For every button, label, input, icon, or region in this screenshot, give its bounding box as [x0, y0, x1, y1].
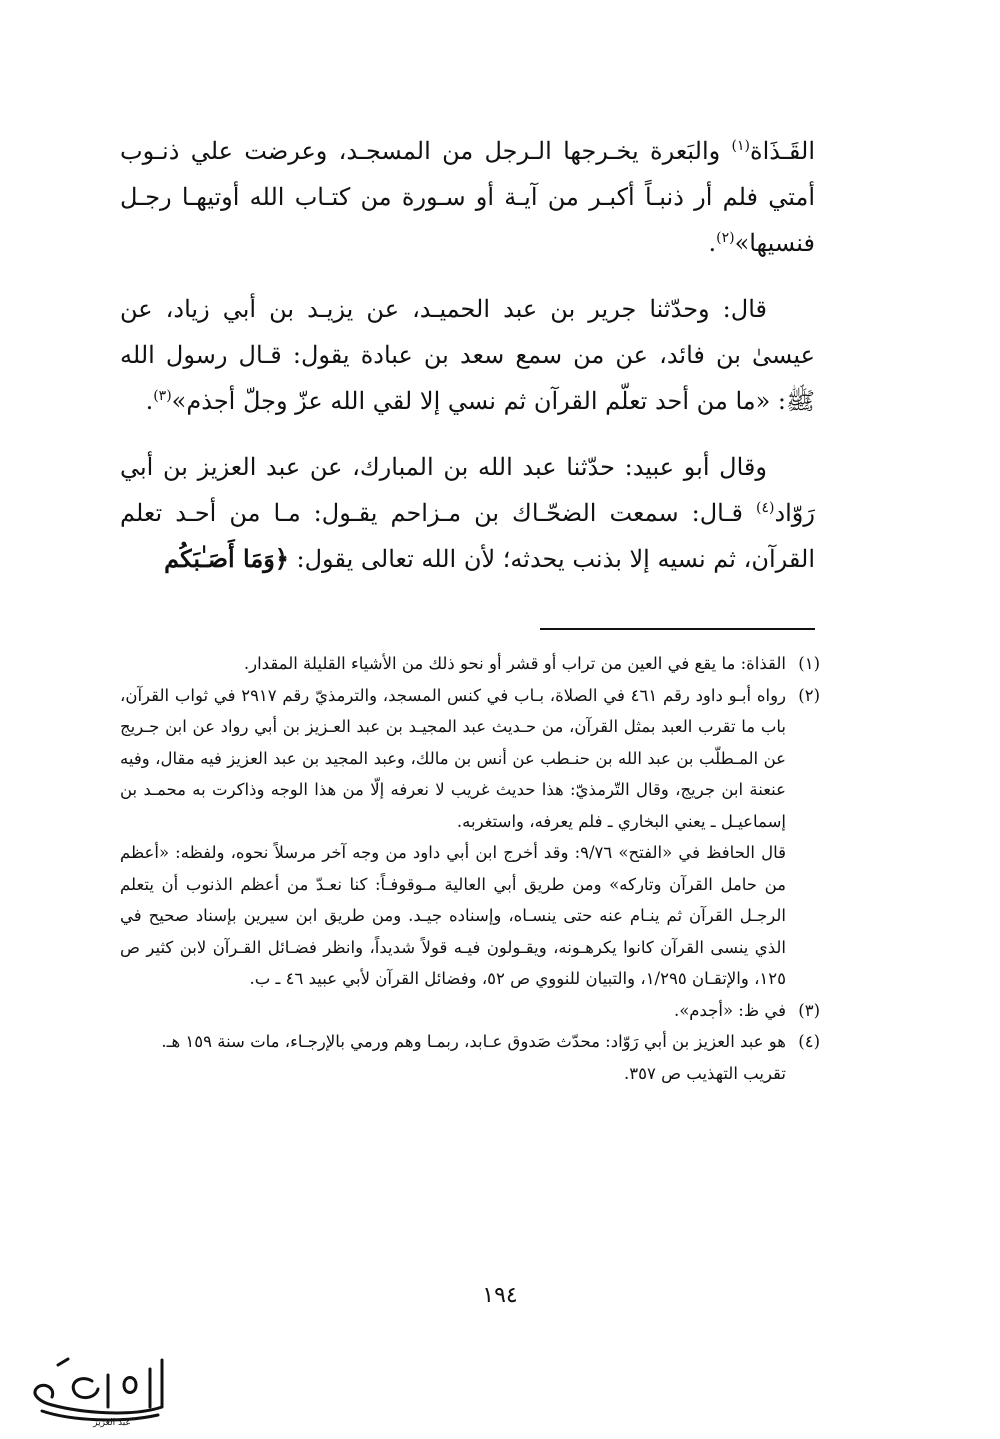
footnote-ref-1: (١) [731, 138, 750, 154]
footnote-continuation: تقريب التهذيب ص ٣٥٧. [623, 1063, 786, 1083]
page-number: ١٩٤ [482, 1283, 518, 1308]
footnote-text: القذاة: ما يقع في العين من تراب أو قشر أو نحو ذلك من الأشياء القليلة المقدار. [243, 654, 786, 673]
footnote-separator [540, 628, 815, 630]
footnote-ref-2: (٢) [716, 230, 735, 246]
paragraph-1-end: . [708, 229, 717, 257]
footnote-2 [120, 680, 820, 995]
quran-quote: ﴿وَمَا أَصَـٰبَكُم [164, 544, 289, 573]
footnote-continuation: قال الحافظ في «الفتح» ٩/٧٦: وقد أخرج ابن أبي داود من وجه آخر مرسلاً نحوه، ولفظه: «أعظم من حامل القرآن وتاركه» ومن طريق أبي العالية مـوقوفـاً: كنا نعـدّ من أعظم الذنوب أن يتعلم الرجـل القرآن ثم ينـام عنه حتى ينسـاه، وإسناده جيـد. ومن طريق ابن سيرين بإسناد صحيح في الذي ينسى القرآن كانوا يكرهـونه، ويقـولون فيـه قولاً شديداً، وانظر فضـائل القـرآن لابن كثير ص ١٢٥، والإتقـان ١/٢٩٥، والتبيان للنووي ص ٥٢، وفضائل القرآن لأبي عبيد ٤٦ ـ ب. [120, 843, 786, 988]
paragraph-2 [120, 286, 815, 424]
footnotes [120, 648, 820, 1089]
paragraph-2-text: قال: وحدّثنا جرير بن عبد الحميـد، عن يزيـد بن أبي زياد، عن عيسىٰ بن فائد، عن من سمع سعد بن عبادة يقول: قـال رسول الله ﷺ: «ما من أحد تعلّم القرآن ثم نسي إلا لقي الله عزّ وجلّ أجذم» [120, 295, 815, 415]
paragraph-3 [120, 444, 815, 582]
footnote-number: (١) [798, 654, 820, 673]
paragraph-3-text-a: وقال أبو عبيد: حدّثنا عبد الله بن المبارك، عن عبد العزيز بن أبي رَوّاد [120, 453, 815, 527]
footnote-text: رواه أبـو داود رقم ٤٦١ في الصلاة، بـاب في كنس المسجد، والترمذيّ رقم ٢٩١٧ في ثواب القرآن، باب ما تقرب العبد بمثل القرآن، من حـديث عبد المجيـد بن عبد العـزيز بن أبي رواد عن ابن جـريج عن المـطلّب بن عبد الله بن حنـطب عن أنس بن مالك، وعبد المجيد بن عبد العزيز فيه مقال، وفيه عنعنة ابن جريج، وقال التّرمذيّ: هذا حديث غريب لا نعرفه إلّا من هذا الوجه وذاكرت به محمـد بن إسماعيـل ـ يعني البخاري ـ فلم يعرفه، واستغربه. [120, 685, 787, 831]
watermark-logo [12, 1345, 172, 1430]
footnote-ref-3: (٣) [153, 388, 172, 404]
paragraph-1-text: والبَعرة يخـرجها الـرجل من المسجـد، وعرضت علي ذنـوب أمتي فلم أر ذنبـاً أكبـر من آيـة أو سـورة من كتـاب الله أوتيهـا رجـل فنسيها» [120, 137, 815, 257]
footnote-number: (٤) [798, 1032, 820, 1051]
paragraph-1 [120, 128, 815, 266]
paragraph-2-end: . [145, 387, 154, 415]
footnote-1 [120, 648, 820, 680]
word-qadhat: القَـذَاة [750, 137, 815, 165]
footnote-4 [120, 1026, 820, 1089]
watermark-subtext: عبد العزيز [93, 1418, 131, 1428]
footnote-number: (٣) [798, 1000, 820, 1020]
footnote-number: (٢) [798, 685, 820, 705]
footnote-3 [120, 995, 820, 1027]
footnote-text: هو عبد العزيز بن أبي رَوّاد: محدّث صَدوق عـابد، ربمـا وهم ورمي بالإرجـاء، مات سنة ١٥٩ هـ. [161, 1032, 786, 1051]
main-text [120, 128, 815, 602]
footnote-text: في ظ: «أجدم». [673, 1000, 786, 1020]
paragraph-3-text-b: قـال: سمعت الضحّـاك بن مـزاحم يقـول: مـا من أحـد تعلم القرآن، ثم نسيه إلا بذنب يحدثه؛ لأن الله تعالى يقول: [120, 499, 815, 573]
footnote-ref-4: (٤) [755, 500, 775, 516]
